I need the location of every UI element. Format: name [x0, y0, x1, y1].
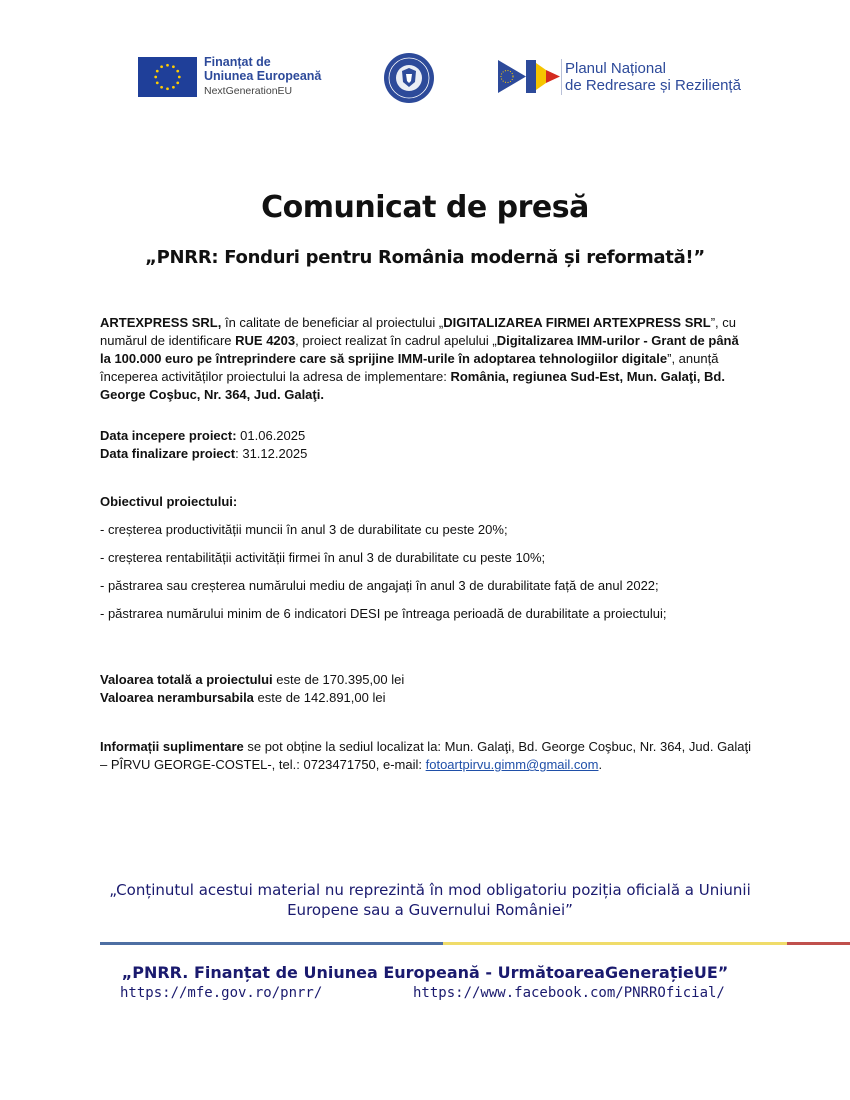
start-date-label: Data incepere proiect:: [100, 428, 237, 443]
eu-logo-line3: NextGenerationEU: [204, 85, 293, 97]
implementation-address: România, regiunea Sud-Est, Mun. Galaţi, Bd. George Coşbuc, Nr. 364, Jud. Galaţi.: [100, 369, 725, 402]
eu-stars-icon: [138, 57, 197, 97]
project-values: [100, 671, 404, 707]
intro-text-3: , proiect realizat în cadrul apelului „: [295, 333, 497, 348]
end-date-value: : 31.12.2025: [235, 446, 308, 461]
objective-item: - creșterea rentabilității activității firmei în anul 3 de durabilitate cu peste 10%;: [100, 550, 546, 565]
mfe-link[interactable]: https://mfe.gov.ro/pnrr/: [120, 985, 323, 1001]
page-title: Comunicat de presă: [261, 190, 589, 225]
project-dates: [100, 427, 307, 463]
government-seal-icon: [383, 52, 435, 104]
intro-text-4: ”, anunță începerea activităților proiectului la adresa de implementare:: [100, 351, 719, 384]
pnrr-logo-line1: Planul Național: [565, 60, 666, 77]
intro-paragraph: [100, 314, 750, 404]
project-name: DIGITALIZAREA FIRMEI ARTEXPRESS SRL: [443, 315, 711, 330]
pnrr-logo-line2: de Redresare și Reziliență: [565, 77, 741, 94]
start-date-value: 01.06.2025: [236, 428, 306, 443]
end-date-label: Data finalizare proiect: [100, 446, 236, 461]
grant-value-label: Valoarea nerambursabila: [100, 690, 254, 705]
intro-text-2: ”, cu numărul de identificare: [100, 315, 736, 348]
facebook-link[interactable]: https://www.facebook.com/PNRROficial/: [413, 985, 725, 1001]
info-end: .: [598, 757, 603, 772]
pnrr-logo-text: [565, 60, 741, 94]
pnrr-slogan: „PNRR. Finanțat de Uniunea Europeană - UrmătoareaGenerațieUE”: [121, 963, 729, 982]
eu-logo-line2: Uniunea Europeană: [204, 69, 322, 83]
intro-text-1: în calitate de beneficiar al proiectului „: [221, 315, 444, 330]
objectives-heading: Obiectivul proiectului:: [100, 494, 238, 509]
eu-flag-icon: [138, 57, 197, 97]
objectives-section: [100, 493, 760, 623]
objective-item: - creșterea productivității muncii în anul 3 de durabilitate cu peste 20%;: [100, 522, 508, 537]
start-date-row: [100, 427, 307, 445]
call-name: Digitalizarea IMM-urilor - Grant de până la 100.000 euro pe întreprindere care să sprijine IMM-urile în adoptarea tehnologiilor digitale: [100, 333, 739, 366]
info-label: Informații suplimentare: [100, 739, 244, 754]
end-date-row: [100, 445, 307, 463]
eu-logo-line1: Finanțat de: [204, 55, 271, 69]
grant-value-row: [100, 689, 404, 707]
total-value-label: Valoarea totală a proiectului: [100, 672, 273, 687]
objective-item: - păstrarea sau creșterea numărului mediu de angajați în anul 3 de durabilitate față de anul 2022;: [100, 578, 659, 593]
objective-item: - păstrarea numărului minim de 6 indicatori DESI pe întreaga perioadă de durabilitate a proiectului;: [100, 606, 667, 621]
email-link[interactable]: fotoartpirvu.gimm@gmail.com: [425, 757, 599, 772]
total-value-amount: este de 170.395,00 lei: [272, 672, 405, 687]
pnrr-arrow-logo-icon: [498, 60, 560, 93]
grant-value-amount: este de 142.891,00 lei: [253, 690, 386, 705]
eu-funding-logo-text: [204, 55, 321, 98]
divider-yellow: [443, 942, 787, 945]
divider-red: [787, 942, 850, 945]
project-id: RUE 4203: [235, 333, 296, 348]
page-subtitle: „PNRR: Fonduri pentru România modernă și reformată!”: [145, 247, 705, 268]
divider-blue: [100, 942, 443, 945]
total-value-row: [100, 671, 404, 689]
additional-info: [100, 738, 760, 774]
info-text: se pot obține la sediul localizat la: Mun. Galaţi, Bd. George Coşbuc, Nr. 364, Jud. Galaţi – PÎRVU GEORGE-COSTEL-, tel.: 0723471750, e-mail:: [100, 739, 752, 772]
pnrr-logo-separator: [561, 59, 562, 95]
company-name: ARTEXPRESS SRL,: [100, 315, 222, 330]
eu-disclaimer: „Conținutul acestui material nu reprezintă în mod obligatoriu poziția oficială a Uniunii Europene sau a Guvernului României”: [109, 881, 751, 919]
